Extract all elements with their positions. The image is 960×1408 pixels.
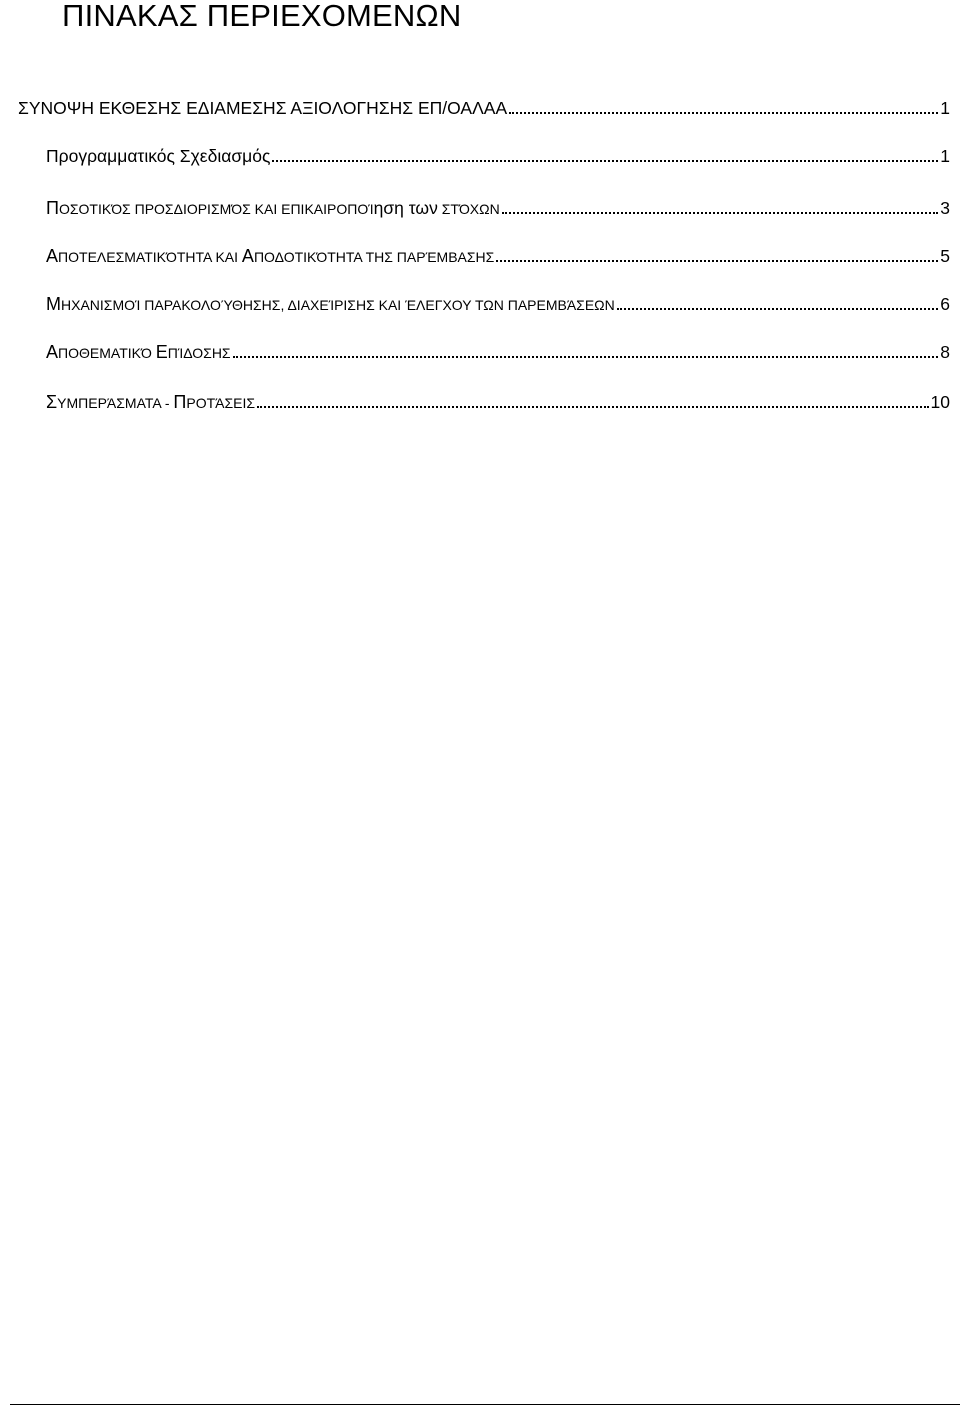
- toc-entry[interactable]: [46, 340, 950, 364]
- toc-page-number[interactable]: 8: [940, 342, 950, 362]
- toc-entry[interactable]: [46, 144, 950, 168]
- toc-page-number[interactable]: 1: [940, 98, 950, 118]
- toc-dot-leader: [507, 96, 940, 120]
- toc-dot-leader: [255, 390, 930, 414]
- toc-entry-title[interactable]: Προγραμματικός Σχεδιασμός: [46, 146, 271, 166]
- toc-dot-leader: [500, 196, 941, 220]
- toc-page-number[interactable]: 6: [940, 294, 950, 314]
- footer-divider: [10, 1404, 960, 1405]
- toc-dot-leader: [494, 244, 940, 268]
- toc-page-number[interactable]: 10: [930, 392, 950, 412]
- toc-entry-title[interactable]: ΑΠΟΘΕΜΑΤΙΚΌ ΕΠΊΔΟΣΗΣ: [46, 342, 231, 362]
- toc-entry[interactable]: [46, 196, 950, 220]
- toc-entry[interactable]: [46, 292, 950, 316]
- toc-entry-title[interactable]: ΜΗΧΑΝΙΣΜΟΊ ΠΑΡΑΚΟΛΟΎΘΗΣΗΣ, ΔΙΑΧΕΊΡΙΣΗΣ ΚΑΙ ΈΛΕΓΧΟΥ ΤΩΝ ΠΑΡΕΜΒΆΣΕΩΝ: [46, 294, 615, 314]
- toc-page-number[interactable]: 1: [940, 146, 950, 166]
- toc-entry[interactable]: [18, 96, 950, 120]
- toc-dot-leader: [615, 292, 941, 316]
- toc-page-number[interactable]: 3: [940, 198, 950, 218]
- toc-entry[interactable]: [46, 244, 950, 268]
- page-title: ΠΙΝΑΚΑΣ ΠΕΡΙΕΧΟΜΕΝΩΝ: [62, 0, 462, 33]
- toc-dot-leader: [270, 144, 940, 168]
- toc-entry-title[interactable]: ΣΥΜΠΕΡΆΣΜΑΤΑ - ΠΡΟΤΆΣΕΙΣ: [46, 392, 256, 412]
- toc-entry-title[interactable]: ΑΠΟΤΕΛΕΣΜΑΤΙΚΌΤΗΤΑ ΚΑΙ ΑΠΟΔΟΤΙΚΌΤΗΤΑ ΤΗΣ ΠΑΡΈΜΒΑΣΗΣ: [46, 246, 495, 266]
- toc-dot-leader: [231, 340, 941, 364]
- toc-entry-title[interactable]: ΣΥΝΟΨΗ ΕΚΘΕΣΗΣ ΕΔΙΑΜΕΣΗΣ ΑΞΙΟΛΟΓΗΣΗΣ ΕΠ/ΟΑΛΑΑ: [18, 98, 508, 118]
- toc-entry-title[interactable]: ΠΟΣΟΤΙΚΌΣ ΠΡΟΣΔΙΟΡΙΣΜΌΣ ΚΑΙ ΕΠΙΚΑΙΡΟΠΟΊηση των ΣΤΌΧΩΝ: [46, 198, 500, 218]
- toc-page-number[interactable]: 5: [940, 246, 950, 266]
- toc-entry[interactable]: [46, 390, 950, 414]
